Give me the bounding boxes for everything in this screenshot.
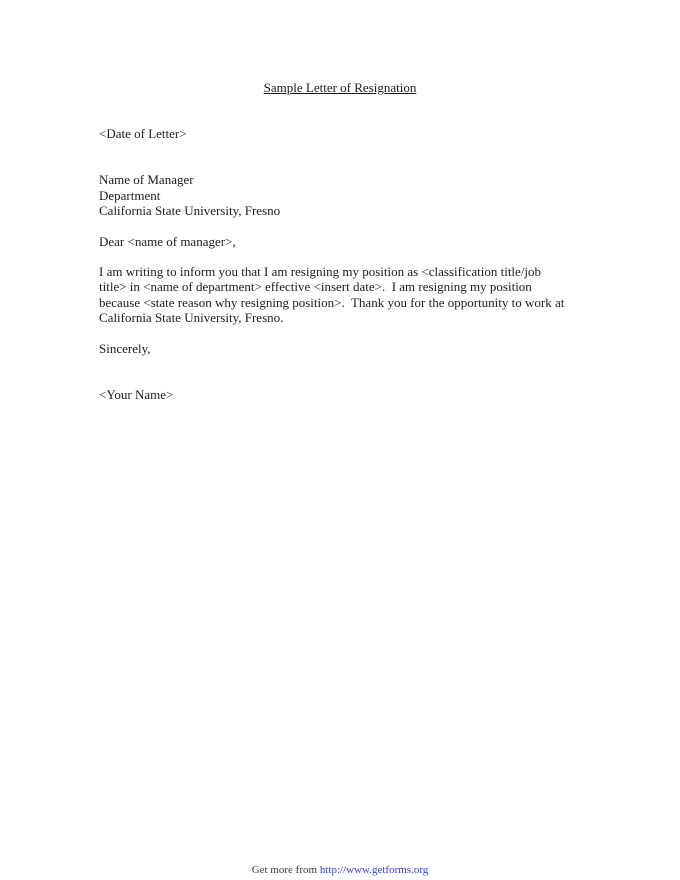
body-line: because <state reason why resigning position>. Thank you for the opportunity to work at — [99, 294, 565, 310]
body-line: title> in <name of department> effective <insert date>. I am resigning my position — [99, 279, 532, 295]
recipient-block — [99, 172, 280, 219]
signature-placeholder: <Your Name> — [99, 387, 174, 402]
closing-line: Sincerely, — [99, 341, 151, 356]
recipient-university-line: California State University, Fresno — [99, 203, 281, 219]
recipient-name-line: Name of Manager — [99, 172, 194, 187]
page-title: Sample Letter of Resignation — [263, 80, 417, 95]
date-placeholder: <Date of Letter> — [99, 126, 187, 141]
body-line: California State University, Fresno. — [99, 310, 284, 326]
footer — [0, 864, 680, 876]
footer-prefix-text: Get more from — [251, 864, 320, 876]
body-line: I am writing to inform you that I am resigning my position as <classification title/job — [99, 264, 542, 279]
salutation-line: Dear <name of manager>, — [99, 234, 236, 249]
body-paragraph — [99, 264, 564, 326]
recipient-department-line: Department — [99, 187, 161, 203]
getforms-link[interactable]: http://www.getforms.org — [319, 864, 429, 876]
